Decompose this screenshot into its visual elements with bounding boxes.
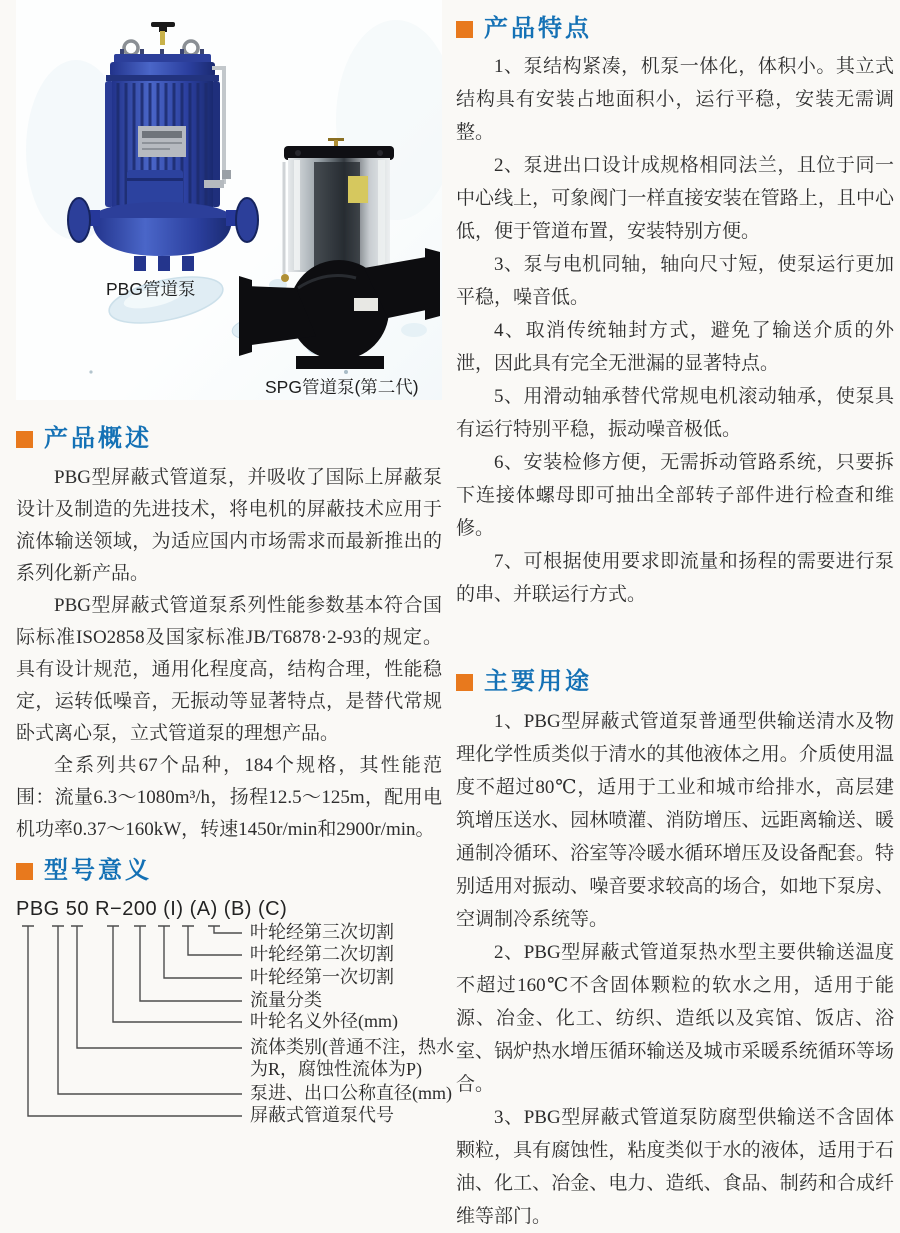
model-meaning-header xyxy=(16,856,442,886)
use-item-2: 2、PBG型屏蔽式管道泵热水型主要供输送温度不超过160℃不含固体颗粒的软水之用，适用于能源、冶金、化工、纺织、造纸以及宾馆、饭店、浴室、锅炉热水增压循环输送及城市采暖系统循环等场合。 xyxy=(456,942,894,1095)
features-body xyxy=(456,50,894,611)
uses-section xyxy=(456,667,894,1233)
model-code-diagram xyxy=(16,898,454,1140)
overview-paragraph-2: PBG型屏蔽式管道泵系列性能参数基本符合国际标准ISO2858及国家标准JB/T6878·2-93的规定。具有设计规范，通用化程度高，结构合理，性能稳定，运转低噪音，无振动等显著特点，是替代常规卧式离心泵，立式管道泵的理想产品。 xyxy=(16,595,442,744)
features-title: 产品特点 xyxy=(484,15,592,42)
model-label-flow-class: 流量分类 xyxy=(250,990,322,1010)
model-label-cut1: 叶轮经第一次切割 xyxy=(250,967,394,987)
overview-section xyxy=(16,424,442,846)
uses-header xyxy=(456,667,894,697)
model-label-fluid-type: 流体类别(普通不注，热水为R，腐蚀性流体为P) xyxy=(250,1037,454,1079)
model-label-impeller-od: 叶轮名义外径(mm) xyxy=(250,1011,398,1031)
overview-body xyxy=(16,462,442,846)
overview-title: 产品概述 xyxy=(44,425,152,452)
model-meaning-section xyxy=(16,856,454,1140)
feature-item-7: 7、可根据使用要求即流量和扬程的需要进行泵的串、并联运行方式。 xyxy=(456,551,894,605)
pbg-pump-photo xyxy=(64,22,262,280)
features-header xyxy=(456,14,894,44)
model-label-cut2: 叶轮经第二次切割 xyxy=(250,944,394,964)
feature-item-4: 4、取消传统轴封方式，避免了输送介质的外泄，因此具有完全无泄漏的显著特点。 xyxy=(456,320,894,374)
model-label-pump-code: 屏蔽式管道泵代号 xyxy=(250,1105,394,1125)
orange-square-icon xyxy=(16,431,33,448)
orange-square-icon xyxy=(16,863,33,880)
product-photos xyxy=(16,0,442,400)
left-column xyxy=(16,0,454,1140)
model-label-cut3: 叶轮经第三次切割 xyxy=(250,922,394,942)
feature-item-1: 1、泵结构紧凑，机泵一体化，体积小。其立式结构具有安装占地面积小，运行平稳，安装无需调整。 xyxy=(456,56,894,143)
use-item-1: 1、PBG型屏蔽式管道泵普通型供输送清水及物理化学性质类似于清水的其他液体之用。介质使用温度不超过80℃，适用于工业和城市给排水，高层建筑增压送水、园林喷灌、消防增压、远距离输送、暖通制冷循环、浴室等冷暖水循环增压及设备配套。特别适用对振动、噪音要求较高的场合，如地下泵房、空调制冷系统等。 xyxy=(456,711,894,930)
model-meaning-title: 型号意义 xyxy=(44,857,152,884)
model-label-port-diameter: 泵进、出口公称直径(mm) xyxy=(250,1083,452,1103)
spg-pump-photo xyxy=(236,138,442,372)
model-code-text: PBG 50 R−200 (I) (A) (B) (C) xyxy=(16,898,288,920)
uses-body xyxy=(456,705,894,1233)
feature-item-2: 2、泵进出口设计成规格相同法兰，且位于同一中心线上，可象阀门一样直接安装在管路上，且中心低，便于管道布置，安装特别方便。 xyxy=(456,155,894,242)
uses-title: 主要用途 xyxy=(484,668,592,695)
feature-item-5: 5、用滑动轴承替代常规电机滚动轴承，使泵具有运行特别平稳，振动噪音极低。 xyxy=(456,386,894,440)
feature-item-6: 6、安装检修方便，无需拆动管路系统，只要拆下连接体螺母即可抽出全部转子部件进行检查和维修。 xyxy=(456,452,894,539)
orange-square-icon xyxy=(456,21,473,38)
feature-item-3: 3、泵与电机同轴，轴向尺寸短，使泵运行更加平稳，噪音低。 xyxy=(456,254,894,308)
right-column xyxy=(456,0,894,1233)
features-section xyxy=(456,0,894,611)
overview-paragraph-1: PBG型屏蔽式管道泵，并吸收了国际上屏蔽泵设计及制造的先进技术，将电机的屏蔽技术应用于流体输送领域，为适应国内市场需求而最新推出的系列化新产品。 xyxy=(16,467,442,584)
pbg-pump-caption: PBG管道泵 xyxy=(106,279,196,299)
spg-pump-caption: SPG管道泵(第二代) xyxy=(265,377,419,397)
orange-square-icon xyxy=(456,674,473,691)
use-item-3: 3、PBG型屏蔽式管道泵防腐型供输送不含固体颗粒，具有腐蚀性，粘度类似于水的液体，适用于石油、化工、冶金、电力、造纸、食品、制药和合成纤维等部门。 xyxy=(456,1107,894,1227)
overview-paragraph-3: 全系列共67个品种，184个规格，其性能范围：流量6.3～1080m³/h，扬程12.5～125m，配用电机功率0.37～160kW，转速1450r/min和2900r/min。 xyxy=(16,755,442,840)
overview-header xyxy=(16,424,442,454)
